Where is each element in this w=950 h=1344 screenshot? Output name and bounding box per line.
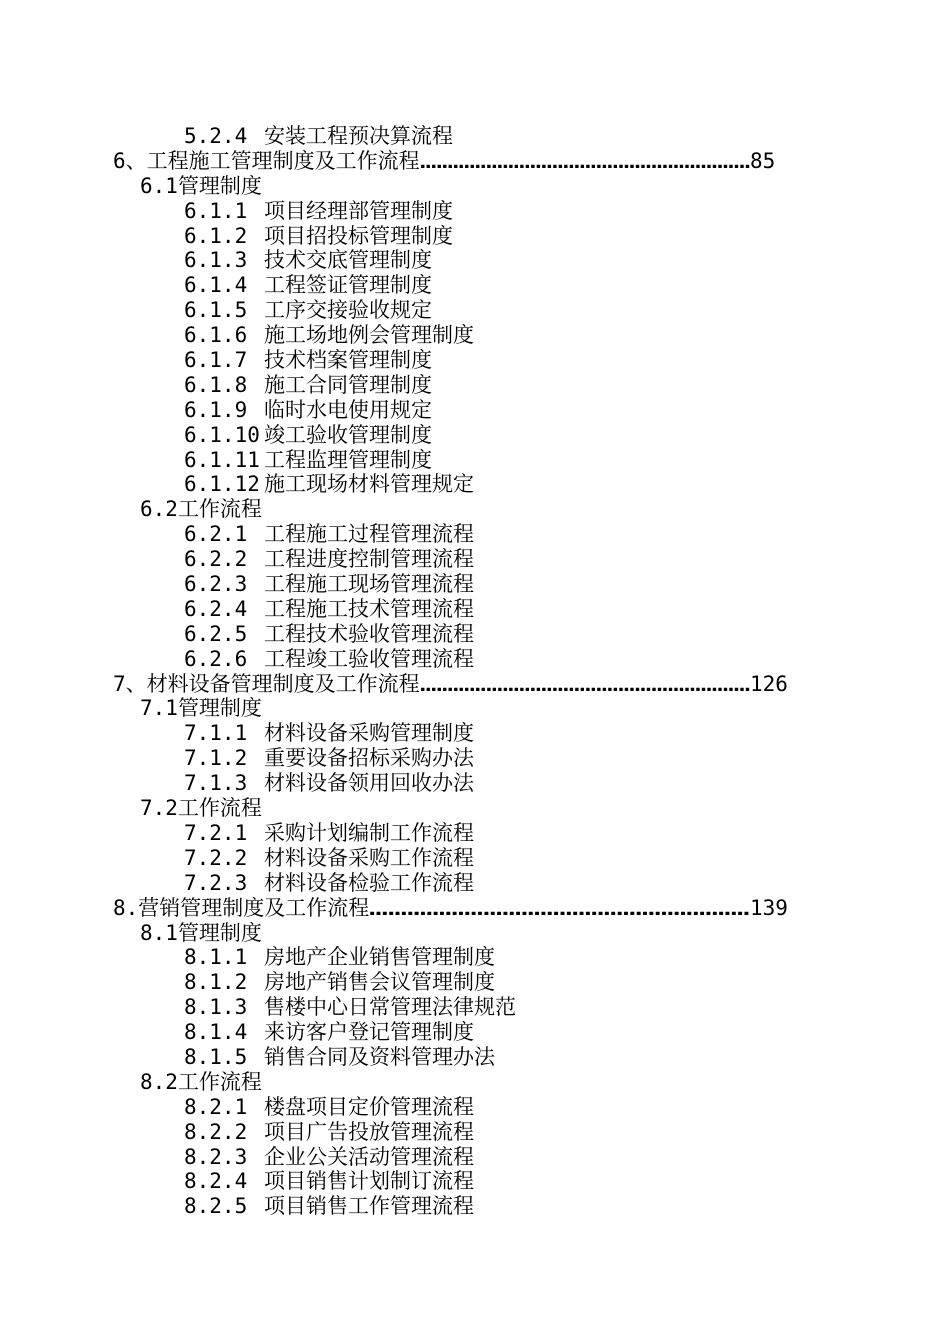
toc-subsection-entry[interactable] (0, 423, 950, 448)
toc-subsection-entry[interactable] (0, 398, 950, 423)
toc-chapter-entry[interactable] (0, 149, 950, 174)
toc-entry-number: 6.2 (140, 497, 178, 522)
toc-entry-title: 来访客户登记管理制度 (264, 1020, 474, 1045)
toc-entry-title: 临时水电使用规定 (264, 397, 432, 422)
toc-entry-title: 采购计划编制工作流程 (264, 820, 474, 845)
toc-entry-number: 7.1.2 (184, 746, 248, 771)
toc-subsection-entry[interactable] (0, 746, 950, 771)
toc-entry-number: 6.2.5 (184, 621, 248, 646)
toc-entry-title: 楼盘项目定价管理流程 (264, 1094, 474, 1119)
toc-subsection-entry[interactable] (0, 647, 950, 672)
toc-entry-number: 8.1 (140, 920, 178, 945)
toc-entry-number: 6.1.3 (184, 248, 248, 273)
toc-entry-title: 材料设备采购工作流程 (264, 845, 474, 870)
toc-subsection-entry[interactable] (0, 1120, 950, 1145)
toc-entry-title: 竣工验收管理制度 (264, 422, 432, 447)
toc-subsection-entry[interactable] (0, 472, 950, 497)
toc-entry-title: 工程签证管理制度 (264, 273, 432, 298)
toc-entry-number: 6.1.6 (184, 323, 248, 348)
toc-dot-leader: …………………………………………………… (369, 895, 750, 920)
toc-entry-title: 工程施工现场管理流程 (264, 572, 474, 597)
toc-entry-number: 6.2.3 (184, 572, 248, 597)
toc-entry-title: 项目销售计划制订流程 (264, 1169, 474, 1194)
toc-entry-title: 8.营销管理制度及工作流程 (113, 895, 370, 920)
toc-entry-title: 房地产销售会议管理制度 (264, 970, 495, 995)
toc-entry-title: 房地产企业销售管理制度 (264, 945, 495, 970)
toc-page-number: 126 (750, 671, 788, 696)
toc-entry-number: 6.2.4 (184, 596, 248, 621)
toc-entry-number: 8.1.4 (184, 1020, 248, 1045)
table-of-contents (0, 124, 950, 1219)
toc-subsection-entry[interactable] (0, 124, 950, 149)
toc-dot-leader: …………………………………………………… (419, 671, 750, 696)
toc-page-number: 139 (750, 895, 788, 920)
toc-entry-number: 6.1.10 (184, 422, 260, 447)
toc-entry-title: 项目招投标管理制度 (264, 223, 453, 248)
toc-entry-title: 项目广告投放管理流程 (264, 1119, 474, 1144)
toc-entry-number: 6.2.1 (184, 522, 248, 547)
toc-subsection-entry[interactable] (0, 1194, 950, 1219)
toc-subsection-entry[interactable] (0, 522, 950, 547)
toc-entry-number: 8.1.3 (184, 995, 248, 1020)
toc-entry-title: 7、材料设备管理制度及工作流程 (113, 671, 420, 696)
toc-section-entry[interactable] (0, 921, 950, 946)
toc-entry-title: 工程监理管理制度 (264, 447, 432, 472)
toc-entry-title: 销售合同及资料管理办法 (264, 1044, 495, 1069)
toc-subsection-entry[interactable] (0, 298, 950, 323)
toc-entry-number: 6.1.2 (184, 223, 248, 248)
toc-entry-number: 5.2.4 (184, 124, 248, 148)
toc-subsection-entry[interactable] (0, 1045, 950, 1070)
toc-entry-number: 7.2.2 (184, 845, 248, 870)
toc-page-number: 85 (750, 148, 776, 173)
toc-entry-number: 6.1.5 (184, 298, 248, 323)
toc-subsection-entry[interactable] (0, 995, 950, 1020)
toc-section-entry[interactable] (0, 1070, 950, 1095)
toc-entry-number: 6.2.6 (184, 646, 248, 671)
toc-subsection-entry[interactable] (0, 771, 950, 796)
toc-entry-title: 施工合同管理制度 (264, 372, 432, 397)
toc-section-entry[interactable] (0, 696, 950, 721)
toc-entry-title: 工程技术验收管理流程 (264, 621, 474, 646)
toc-entry-number: 7.1.3 (184, 771, 248, 796)
toc-entry-title: 工程施工技术管理流程 (264, 596, 474, 621)
toc-subsection-entry[interactable] (0, 1095, 950, 1120)
toc-subsection-entry[interactable] (0, 572, 950, 597)
toc-entry-number: 7.2.1 (184, 820, 248, 845)
toc-entry-number: 8.1.1 (184, 945, 248, 970)
toc-entry-title: 技术交底管理制度 (264, 248, 432, 273)
toc-entry-number: 7.2 (140, 796, 178, 821)
toc-section-entry[interactable] (0, 497, 950, 522)
toc-chapter-entry[interactable] (0, 672, 950, 697)
toc-entry-number: 8.1.5 (184, 1044, 248, 1069)
toc-entry-number: 7.1.1 (184, 721, 248, 746)
toc-entry-number: 6.1.9 (184, 397, 248, 422)
toc-entry-number: 8.2.4 (184, 1169, 248, 1194)
toc-entry-title: 工程施工过程管理流程 (264, 522, 474, 547)
toc-subsection-entry[interactable] (0, 821, 950, 846)
toc-subsection-entry[interactable] (0, 224, 950, 249)
toc-subsection-entry[interactable] (0, 1169, 950, 1194)
toc-entry-title: 重要设备招标采购办法 (264, 746, 474, 771)
toc-entry-title: 管理制度 (177, 696, 262, 721)
toc-entry-title: 企业公关活动管理流程 (264, 1144, 474, 1169)
toc-subsection-entry[interactable] (0, 871, 950, 896)
toc-subsection-entry[interactable] (0, 547, 950, 572)
toc-entry-number: 6.1.11 (184, 447, 260, 472)
toc-entry-title: 工程竣工验收管理流程 (264, 646, 474, 671)
toc-subsection-entry[interactable] (0, 373, 950, 398)
toc-entry-number: 7.2.3 (184, 870, 248, 895)
toc-entry-title: 工作流程 (177, 796, 262, 821)
toc-entry-title: 材料设备领用回收办法 (264, 771, 474, 796)
toc-subsection-entry[interactable] (0, 970, 950, 995)
toc-entry-number: 8.2.2 (184, 1119, 248, 1144)
toc-subsection-entry[interactable] (0, 448, 950, 473)
toc-subsection-entry[interactable] (0, 199, 950, 224)
toc-subsection-entry[interactable] (0, 323, 950, 348)
toc-chapter-entry[interactable] (0, 896, 950, 921)
toc-subsection-entry[interactable] (0, 846, 950, 871)
toc-entry-number: 6.1 (140, 173, 178, 198)
toc-subsection-entry[interactable] (0, 348, 950, 373)
toc-entry-title: 工序交接验收规定 (264, 298, 432, 323)
toc-entry-title: 技术档案管理制度 (264, 348, 432, 373)
toc-entry-number: 6.1.1 (184, 198, 248, 223)
toc-entry-title: 管理制度 (177, 173, 262, 198)
toc-entry-number: 6.1.7 (184, 348, 248, 373)
toc-subsection-entry[interactable] (0, 1145, 950, 1170)
toc-entry-title: 工作流程 (177, 1069, 262, 1094)
toc-subsection-entry[interactable] (0, 622, 950, 647)
toc-entry-number: 8.1.2 (184, 970, 248, 995)
toc-subsection-entry[interactable] (0, 945, 950, 970)
toc-subsection-entry[interactable] (0, 248, 950, 273)
toc-subsection-entry[interactable] (0, 721, 950, 746)
toc-section-entry[interactable] (0, 796, 950, 821)
toc-subsection-entry[interactable] (0, 273, 950, 298)
toc-entry-number: 8.2.3 (184, 1144, 248, 1169)
toc-section-entry[interactable] (0, 174, 950, 199)
toc-entry-number: 6.1.4 (184, 273, 248, 298)
toc-entry-title: 施工场地例会管理制度 (264, 323, 474, 348)
toc-subsection-entry[interactable] (0, 597, 950, 622)
toc-entry-title: 6、工程施工管理制度及工作流程 (113, 148, 420, 173)
toc-entry-number: 8.2.5 (184, 1194, 248, 1219)
toc-dot-leader: …………………………………………………… (419, 148, 750, 173)
toc-entry-title: 材料设备检验工作流程 (264, 870, 474, 895)
toc-entry-title: 项目经理部管理制度 (264, 198, 453, 223)
toc-entry-number: 7.1 (140, 696, 178, 721)
toc-entry-number: 6.2.2 (184, 547, 248, 572)
toc-entry-title: 工程进度控制管理流程 (264, 547, 474, 572)
toc-entry-title: 管理制度 (177, 920, 262, 945)
toc-entry-number: 8.2 (140, 1069, 178, 1094)
toc-entry-number: 6.1.8 (184, 372, 248, 397)
toc-entry-title: 售楼中心日常管理法律规范 (264, 995, 516, 1020)
toc-entry-title: 项目销售工作管理流程 (264, 1194, 474, 1219)
toc-entry-title: 工作流程 (177, 497, 262, 522)
toc-entry-number: 6.1.12 (184, 472, 260, 497)
toc-subsection-entry[interactable] (0, 1020, 950, 1045)
toc-entry-number: 8.2.1 (184, 1094, 248, 1119)
toc-entry-title: 安装工程预决算流程 (264, 124, 453, 148)
toc-entry-title: 施工现场材料管理规定 (264, 472, 474, 497)
toc-entry-title: 材料设备采购管理制度 (264, 721, 474, 746)
